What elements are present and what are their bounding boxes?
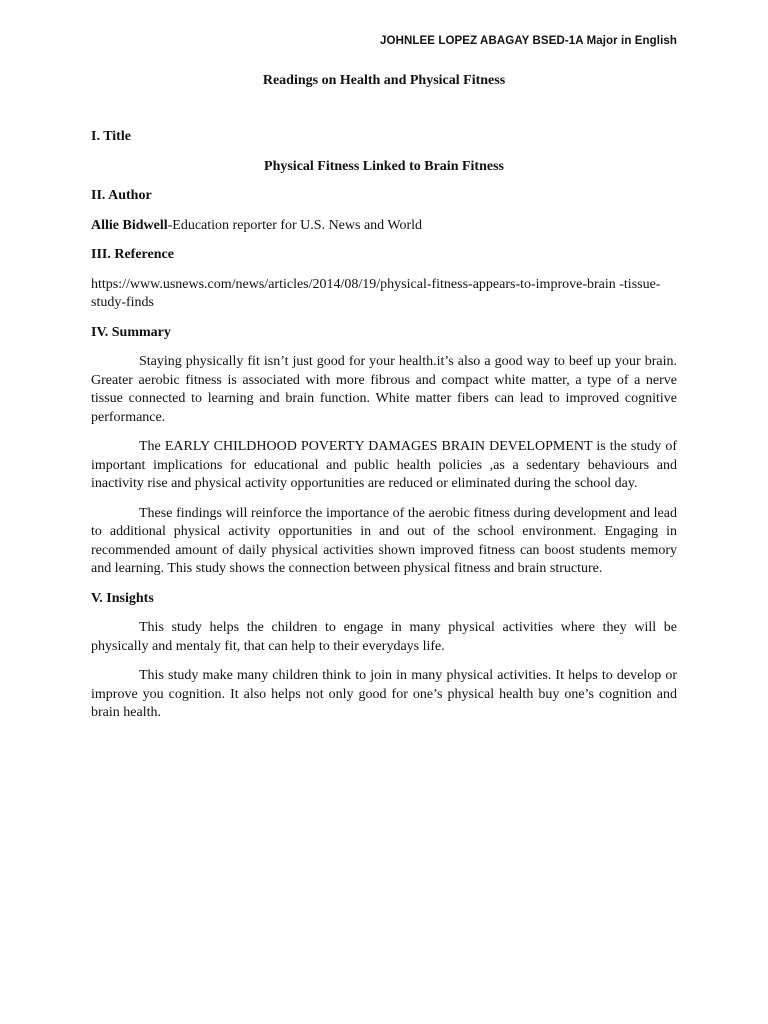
document-body — [91, 128, 677, 734]
summary-heading: IV. Summary — [91, 324, 171, 340]
document-title: Readings on Health and Physical Fitness — [262, 73, 506, 88]
article-title: Physical Fitness Linked to Brain Fitness — [264, 158, 504, 174]
insights-paragraph-1: This study helps the children to engage in many physical activities where they will be physically and mentaly fit, that can help to their everydays life. — [91, 620, 677, 654]
summary-paragraph-3: These findings will reinforce the importance of the aerobic fitness during development and lead to additional physical activity opportunities in and out of the school environment. Engaging in recommended amount of daily physical activities shown improved fitness can boost students memory and learning. This study shows the connection between physical fitness and brain structure. — [91, 505, 677, 576]
reference-heading: III. Reference — [91, 247, 174, 262]
author-header: JOHNLEE LOPEZ ABAGAY BSED-1A Major in English — [380, 35, 677, 47]
author-heading: II. Author — [91, 188, 152, 203]
reference-url: https://www.usnews.com/news/articles/2014/08/19/physical-fitness-appears-to-improve-brain -tissue-study-finds — [91, 276, 661, 310]
insights-heading: V. Insights — [91, 590, 154, 606]
summary-paragraph-1: Staying physically fit isn’t just good for your health.it’s also a good way to beef up your brain. Greater aerobic fitness is associated with more fibrous and compact white matter, a type of a nerve tissue connected to learning and brain function. White matter fibers can lead to improved cognitive performance. — [91, 354, 677, 425]
author-line — [91, 217, 677, 236]
author-description: -Education reporter for U.S. News and World — [167, 217, 423, 233]
summary-paragraph-2: The EARLY CHILDHOOD POVERTY DAMAGES BRAIN DEVELOPMENT is the study of important implications for educational and public health policies ,as a sedentary behaviours and inactivity rise and physical activity opportunities are reduced or eliminated during the school day. — [91, 439, 677, 491]
author-name: Allie Bidwell — [91, 217, 168, 233]
title-heading: I. Title — [91, 129, 131, 144]
insights-paragraph-2: This study make many children think to join in many physical activities. It helps to develop or improve you cognition. It also helps not only good for one’s physical health buy one’s cognition and brain health. — [91, 668, 677, 720]
